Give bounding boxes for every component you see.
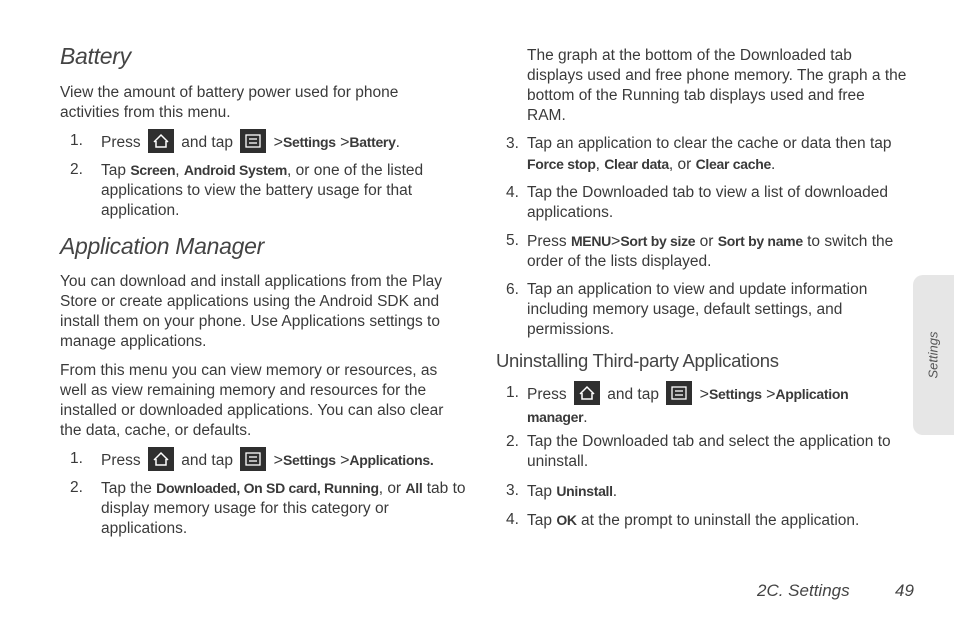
battery-intro: View the amount of battery power used for phone activities from this menu. <box>60 84 399 121</box>
page-number: 49 <box>895 581 914 600</box>
section-side-tab <box>913 275 954 435</box>
uninstall-heading: Uninstalling Third-party Applications <box>496 350 779 371</box>
battery-heading: Battery <box>60 43 131 69</box>
home-icon <box>148 447 174 471</box>
app-manager-p2: From this menu you can view memory or resources, as well as view remaining memory and resources for the installed or downloaded applications. You can also clear the data, cache, or defaults. <box>60 362 444 439</box>
home-icon <box>148 129 174 153</box>
menu-icon <box>666 381 692 405</box>
home-icon <box>574 381 600 405</box>
menu-icon <box>240 447 266 471</box>
side-tab-label: Settings <box>925 331 941 379</box>
menu-icon <box>240 129 266 153</box>
step2-continued: The graph at the bottom of the Downloaded tab displays used and free phone memory. The graph a the bottom of the Running tab displays used and free RAM. <box>527 47 907 124</box>
footer-section: 2C. Settings <box>757 581 850 600</box>
app-manager-p1: You can download and install applications from the Play Store or create applications using the Android SDK and install them on your phone. Use Applications settings to manage applications. <box>60 273 443 350</box>
app-manager-heading: Application Manager <box>60 233 264 259</box>
